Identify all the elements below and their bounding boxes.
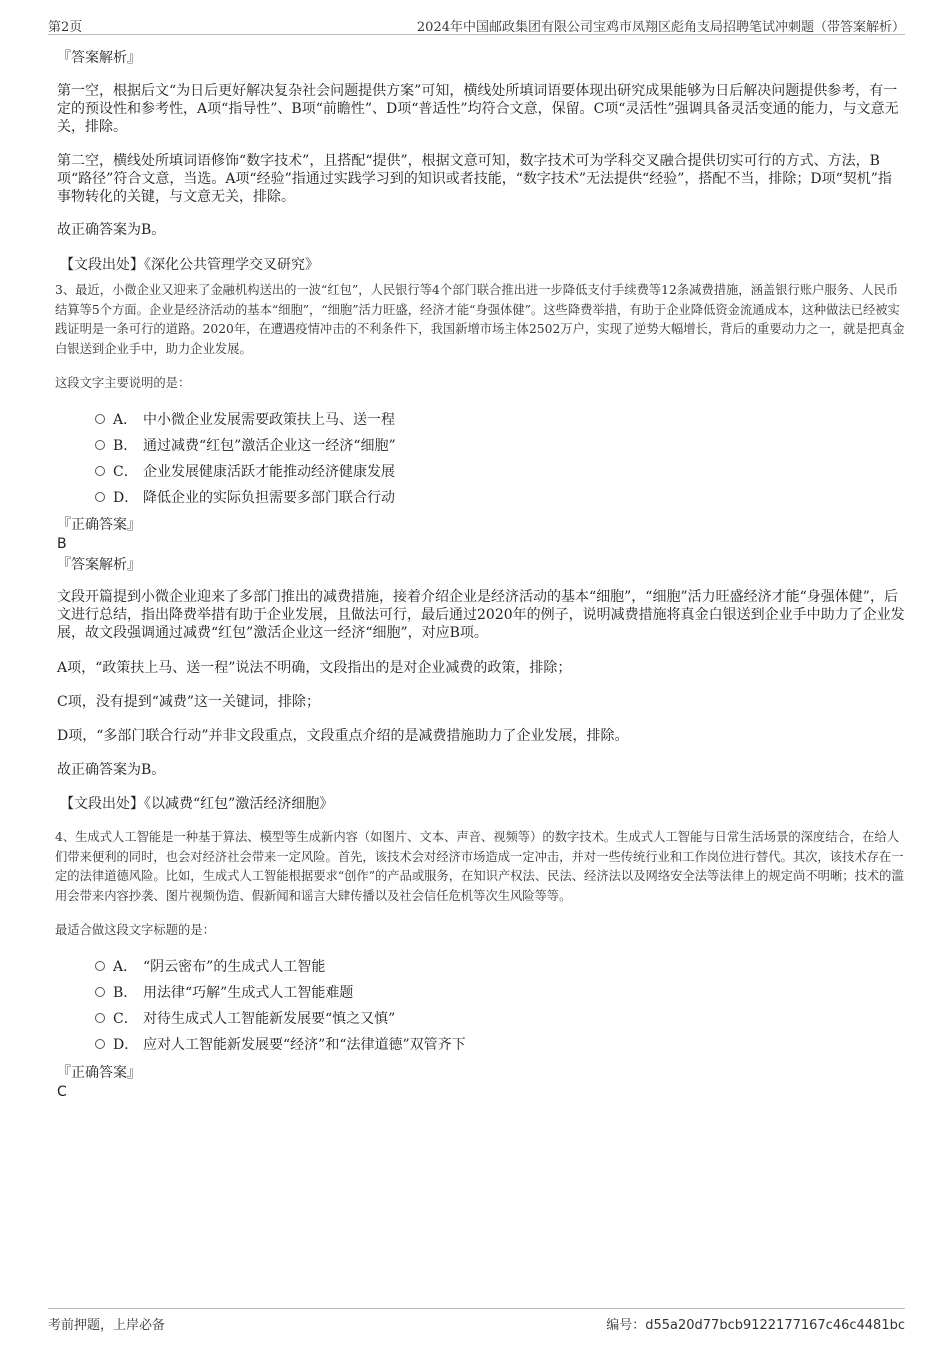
option-q3-d[interactable]: D． 降低企业的实际负担需要多部门联合行动 xyxy=(95,489,395,507)
footer-slogan: 考前押题，上岸必备 xyxy=(48,1318,166,1333)
radio-icon[interactable] xyxy=(95,1013,105,1023)
document-title: 2024年中国邮政集团有限公司宝鸡市凤翔区彪角支局招聘笔试冲刺题（带答案解析） xyxy=(416,20,905,35)
option-q4-b[interactable]: B． 用法律“巧解”生成式人工智能难题 xyxy=(95,984,353,1002)
radio-icon[interactable] xyxy=(95,987,105,997)
analysis-paragraph-q3-4: D项，“多部门联合行动”并非文段重点，文段重点介绍的是减费措施助力了企业发展，排除。 xyxy=(57,728,629,744)
analysis-label-q3: 『答案解析』 xyxy=(57,557,141,573)
source-q2: 【文段出处】《深化公共管理学交叉研究》 xyxy=(60,257,319,273)
question-prompt-q4: 最适合做这段文字标题的是： xyxy=(55,923,215,937)
option-q3-a[interactable]: A． 中小微企业发展需要政策扶上马、送一程 xyxy=(95,411,395,429)
page-number: 第2页 xyxy=(48,20,83,35)
answer-q3: B xyxy=(57,536,67,552)
conclusion-q3: 故正确答案为B。 xyxy=(57,762,166,778)
radio-icon[interactable] xyxy=(95,961,105,971)
answer-label-q3: 『正确答案』 xyxy=(57,517,141,533)
conclusion-q2: 故正确答案为B。 xyxy=(57,222,166,238)
analysis-paragraph-q3-3: C项，没有提到“减费”这一关键词，排除； xyxy=(57,694,321,710)
answer-label-q4: 『正确答案』 xyxy=(57,1065,141,1081)
option-q4-d[interactable]: D． 应对人工智能新发展要“经济”和“法律道德”双管齐下 xyxy=(95,1036,466,1054)
radio-icon[interactable] xyxy=(95,1039,105,1049)
option-q3-b[interactable]: B． 通过减费“红包”激活企业这一经济“细胞” xyxy=(95,437,396,455)
question-stem-q4: 4、生成式人工智能是一种基于算法、模型等生成新内容（如图片、文本、声音、视频等）的数字技术。生成式人工智能与日常生活场景的深度结合，在给人们带来便利的同时，也会对经济社会带来一定风险。首先，该技术会对经济市场造成一定冲击，并对一些传统行业和工作岗位进行替代。其次，该技术存在一定的法律道德风险。比如，生成式人工智能根据要求“创作”的产品或服务，在知识产权法、民法、经济法以及网络安全法等法律上的规定尚不明晰；技术的滥用会带来内容抄袭、图片视频伪造、假新闻和谣言大肆传播以及社会信任危机等次生风险等等。 xyxy=(55,830,904,903)
analysis-paragraph-q2-1: 第一空，根据后文“为日后更好解决复杂社会问题提供方案”可知，横线处所填词语要体现出研究成果能够为日后解决问题提供参考，有一定的预设性和参考性，A项“指导性”、B项“前瞻性”、D项“普适性”均符合文意，保留。C项“灵活性”强调具备灵活变通的能力，与文意无关，排除。 xyxy=(57,83,899,135)
radio-icon[interactable] xyxy=(95,466,105,476)
option-q4-c[interactable]: C． 对待生成式人工智能新发展要“慎之又慎” xyxy=(95,1010,395,1028)
radio-icon[interactable] xyxy=(95,440,105,450)
question-prompt-q3: 这段文字主要说明的是： xyxy=(55,376,191,390)
answer-q4: C xyxy=(57,1084,67,1100)
analysis-paragraph-q3-1: 文段开篇提到小微企业迎来了多部门推出的减费措施，接着介绍企业是经济活动的基本“细胞”，“细胞”活力旺盛经济才能“身强体健”，后文进行总结，指出降费举措有助于企业发展，且做法可行，最后通过2020年的例子，说明减费措施将真金白银送到企业手中助力了企业发展，故文段强调通过减费“红包”激活企业这一经济“细胞”，对应B项。 xyxy=(57,589,905,641)
page-footer xyxy=(48,1308,905,1331)
question-stem-q3: 3、最近，小微企业又迎来了金融机构送出的一波“红包”，人民银行等4个部门联合推出进一步降低支付手续费等12条减费措施，涵盖银行账户服务、人民币结算等5个方面。企业是经济活动的基本“细胞”，“细胞”活力旺盛，经济才能“身强体健”。这些降费举措，有助于企业降低资金流通成本，这种做法已经被实践证明是一条可行的道路。2020年，在遭遇疫情冲击的不利条件下，我国新增市场主体2502万户，实现了逆势大幅增长，背后的重要动力之一，就是把真金白银送到企业手中，助力企业发展。 xyxy=(55,283,905,356)
radio-icon[interactable] xyxy=(95,414,105,424)
option-q4-a[interactable]: A． “阴云密布”的生成式人工智能 xyxy=(95,958,325,976)
source-q3: 【文段出处】《以减费“红包”激活经济细胞》 xyxy=(60,796,334,812)
option-q3-c[interactable]: C． 企业发展健康活跃才能推动经济健康发展 xyxy=(95,463,395,481)
page-header xyxy=(48,14,905,35)
analysis-paragraph-q3-2: A项，“政策扶上马、送一程”说法不明确，文段指出的是对企业减费的政策，排除； xyxy=(57,660,572,676)
document-id: 编号：d55a20d77bcb9122177167c46c4481bc xyxy=(606,1318,905,1333)
analysis-label-q2: 『答案解析』 xyxy=(57,50,141,66)
radio-icon[interactable] xyxy=(95,492,105,502)
analysis-paragraph-q2-2: 第二空，横线处所填词语修饰“数字技术”，且搭配“提供”，根据文意可知，数字技术可为学科交叉融合提供切实可行的方式、方法，B项“路径”符合文意，当选。A项“经验”指通过实践学习到的知识或者技能，“数字技术”无法提供“经验”，搭配不当，排除；D项“契机”指事物转化的关键，与文意无关，排除。 xyxy=(57,153,892,205)
